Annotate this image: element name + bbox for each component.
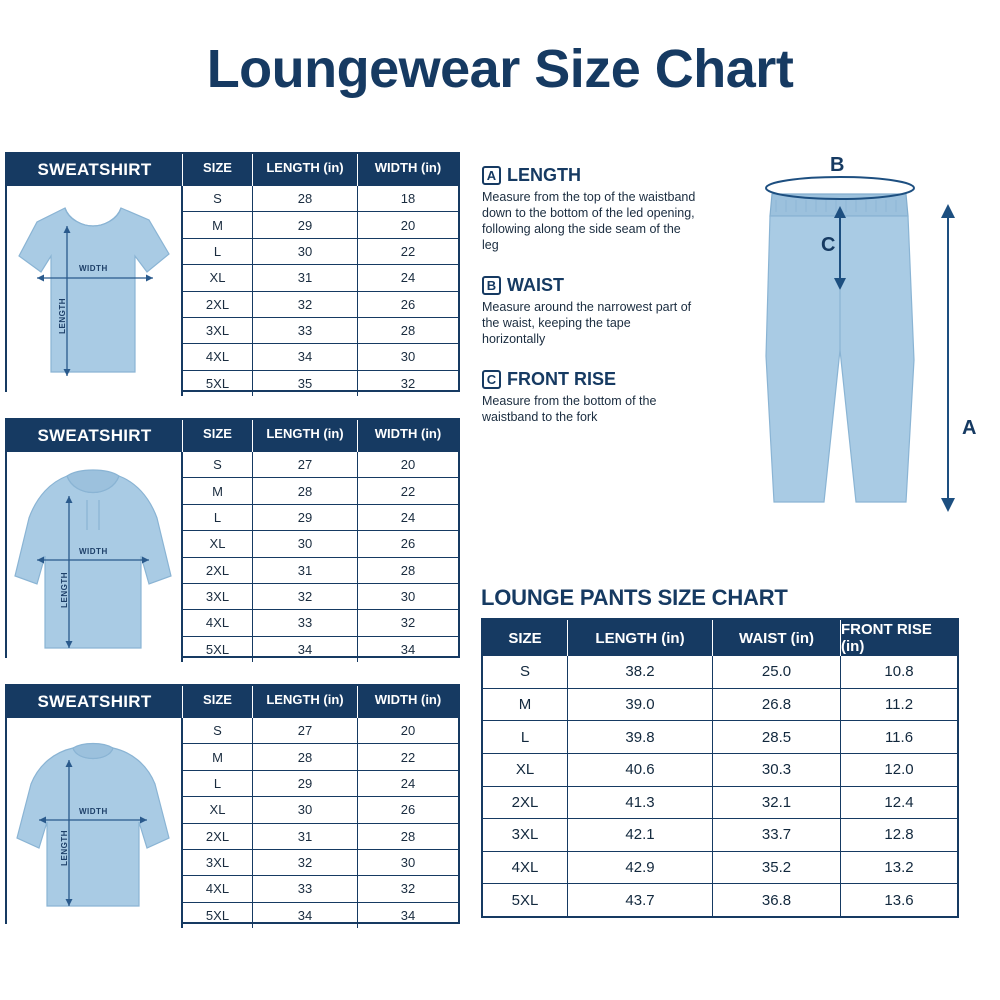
cell-width: 26 bbox=[400, 536, 416, 552]
lounge-pants-table bbox=[481, 618, 959, 918]
column-header-size: SIZE bbox=[183, 686, 253, 718]
cell-width: 22 bbox=[400, 483, 416, 499]
badge-b: B bbox=[482, 276, 501, 295]
cell-size: S bbox=[183, 718, 253, 743]
cell-size: M bbox=[483, 689, 568, 721]
cell-size: 4XL bbox=[483, 852, 568, 884]
cell-length: 31 bbox=[253, 265, 358, 290]
cell-size: L bbox=[183, 505, 253, 530]
pants-marker-c: C bbox=[821, 234, 836, 256]
table-row bbox=[183, 212, 458, 238]
table-row bbox=[183, 718, 458, 744]
cell-size: 5XL bbox=[483, 884, 568, 916]
cell-width: 28 bbox=[400, 323, 416, 339]
table-rows bbox=[183, 186, 458, 396]
sweatshirt-table-crewneck bbox=[5, 684, 460, 924]
table-row bbox=[183, 850, 458, 876]
cell-size: 2XL bbox=[483, 787, 568, 819]
table-row bbox=[183, 903, 458, 928]
tshirt-icon bbox=[7, 186, 179, 396]
instruction-body: Measure from the top of the waistband down to the bottom of the led opening, following along the side seam of the leg bbox=[482, 190, 696, 252]
cell-front-rise: 13.2 bbox=[884, 859, 914, 877]
column-header-width: WIDTH (in) bbox=[374, 692, 442, 707]
table-row bbox=[183, 797, 458, 823]
instruction-body: Measure around the narrowest part of the waist, keeping the tape horizontally bbox=[482, 300, 692, 346]
table-row bbox=[183, 478, 458, 504]
cell-width: 30 bbox=[400, 589, 416, 605]
cell-front-rise: 12.0 bbox=[884, 761, 914, 779]
cell-length: 34 bbox=[253, 637, 358, 662]
cell-size: 4XL bbox=[183, 876, 253, 901]
table-row bbox=[183, 265, 458, 291]
cell-length: 32 bbox=[253, 292, 358, 317]
cell-width: 28 bbox=[400, 562, 416, 578]
cell-width: 34 bbox=[400, 641, 416, 657]
cell-waist: 30.3 bbox=[713, 754, 841, 786]
table-row bbox=[183, 292, 458, 318]
table-row bbox=[183, 239, 458, 265]
instruction-length bbox=[482, 165, 697, 253]
cell-length: 27 bbox=[253, 452, 358, 477]
cell-width: 26 bbox=[400, 296, 416, 312]
cell-length: 42.1 bbox=[568, 819, 713, 851]
table-row bbox=[483, 787, 957, 820]
cell-size: S bbox=[183, 452, 253, 477]
cell-length: 28 bbox=[253, 186, 358, 211]
cell-length: 30 bbox=[253, 531, 358, 556]
table-row bbox=[483, 884, 957, 916]
cell-length: 32 bbox=[253, 584, 358, 609]
cell-length: 27 bbox=[253, 718, 358, 743]
table-row bbox=[183, 824, 458, 850]
cell-waist: 25.0 bbox=[713, 656, 841, 688]
cell-width: 30 bbox=[400, 855, 416, 871]
column-header-length: LENGTH (in) bbox=[253, 686, 358, 718]
cell-size: 2XL bbox=[183, 558, 253, 583]
column-header-front-rise: FRONT RISE (in) bbox=[841, 621, 932, 655]
cell-width: 22 bbox=[400, 243, 416, 259]
cell-front-rise: 10.8 bbox=[884, 663, 914, 681]
cell-waist: 35.2 bbox=[713, 852, 841, 884]
table-row bbox=[483, 656, 957, 689]
cell-size: 5XL bbox=[183, 903, 253, 928]
instruction-title: FRONT RISE bbox=[507, 369, 617, 389]
cell-waist: 28.5 bbox=[713, 721, 841, 753]
instruction-heading bbox=[482, 369, 697, 390]
badge-c: C bbox=[482, 370, 501, 389]
cell-length: 33 bbox=[253, 876, 358, 901]
cell-size: M bbox=[183, 212, 253, 237]
cell-width: 34 bbox=[400, 907, 416, 923]
table-body bbox=[483, 656, 957, 916]
cell-front-rise: 11.6 bbox=[884, 728, 914, 746]
table-row bbox=[483, 754, 957, 787]
table-row bbox=[483, 689, 957, 722]
cell-length: 42.9 bbox=[568, 852, 713, 884]
pants-marker-a: A bbox=[962, 417, 977, 439]
instruction-front-rise bbox=[482, 369, 697, 425]
cell-size: M bbox=[183, 478, 253, 503]
table-header-row bbox=[7, 420, 458, 452]
page-title: Loungewear Size Chart bbox=[206, 39, 794, 99]
cell-length: 28 bbox=[253, 744, 358, 769]
cell-size: XL bbox=[183, 531, 253, 556]
table-rows bbox=[183, 718, 458, 928]
cell-size: 2XL bbox=[183, 292, 253, 317]
cell-length: 34 bbox=[253, 344, 358, 369]
cell-size: XL bbox=[183, 265, 253, 290]
cell-length: 39.0 bbox=[568, 689, 713, 721]
cell-size: M bbox=[183, 744, 253, 769]
column-header-waist: WAIST (in) bbox=[713, 620, 841, 656]
cell-width: 20 bbox=[400, 723, 416, 739]
cell-width: 24 bbox=[400, 509, 416, 525]
column-header-width: WIDTH (in) bbox=[374, 160, 442, 175]
crewneck-illustration bbox=[7, 718, 183, 928]
cell-length: 34 bbox=[253, 903, 358, 928]
cell-width: 24 bbox=[400, 775, 416, 791]
tshirt-width-label: WIDTH bbox=[79, 264, 108, 273]
table-rows bbox=[183, 452, 458, 662]
cell-width: 32 bbox=[400, 881, 416, 897]
cell-length: 31 bbox=[253, 824, 358, 849]
cell-length: 29 bbox=[253, 505, 358, 530]
cell-size: XL bbox=[483, 754, 568, 786]
hoodie-width-label: WIDTH bbox=[79, 547, 108, 556]
table-row bbox=[183, 452, 458, 478]
table-row bbox=[183, 771, 458, 797]
cell-size: 4XL bbox=[183, 610, 253, 635]
cell-length: 30 bbox=[253, 797, 358, 822]
cell-size: 3XL bbox=[183, 318, 253, 343]
table-row bbox=[483, 819, 957, 852]
table-body bbox=[7, 452, 458, 662]
table-row bbox=[183, 584, 458, 610]
cell-length: 35 bbox=[253, 371, 358, 396]
cell-length: 40.6 bbox=[568, 754, 713, 786]
tshirt-length-label: LENGTH bbox=[58, 298, 67, 334]
cell-width: 20 bbox=[400, 217, 416, 233]
cell-size: XL bbox=[183, 797, 253, 822]
cell-size: L bbox=[183, 771, 253, 796]
lounge-pants-title: LOUNGE PANTS SIZE CHART bbox=[481, 585, 788, 610]
pants-icon bbox=[700, 150, 1000, 540]
column-header-length: LENGTH (in) bbox=[253, 420, 358, 452]
instruction-title: WAIST bbox=[507, 275, 564, 295]
cell-front-rise: 12.4 bbox=[884, 793, 914, 811]
crewneck-length-label: LENGTH bbox=[60, 830, 69, 866]
crewneck-icon bbox=[7, 718, 179, 928]
cell-size: 2XL bbox=[183, 824, 253, 849]
cell-length: 41.3 bbox=[568, 787, 713, 819]
pants-marker-b: B bbox=[830, 154, 845, 176]
cell-length: 39.8 bbox=[568, 721, 713, 753]
column-header-width: WIDTH (in) bbox=[374, 426, 442, 441]
instruction-heading bbox=[482, 275, 697, 296]
column-header-size: SIZE bbox=[483, 620, 568, 656]
cell-width: 30 bbox=[400, 349, 416, 365]
cell-width: 32 bbox=[400, 375, 416, 391]
cell-size: S bbox=[183, 186, 253, 211]
crewneck-width-label: WIDTH bbox=[79, 807, 108, 816]
cell-front-rise: 13.6 bbox=[884, 891, 914, 909]
cell-size: 3XL bbox=[183, 584, 253, 609]
table-header-row bbox=[483, 620, 957, 656]
cell-waist: 26.8 bbox=[713, 689, 841, 721]
cell-size: 5XL bbox=[183, 371, 253, 396]
column-header-size: SIZE bbox=[183, 154, 253, 186]
table-row bbox=[183, 558, 458, 584]
sweatshirt-table-tshirt bbox=[5, 152, 460, 392]
sweatshirt-table-hoodie bbox=[5, 418, 460, 658]
cell-width: 22 bbox=[400, 749, 416, 765]
hoodie-illustration bbox=[7, 452, 183, 662]
column-header-length: LENGTH (in) bbox=[568, 620, 713, 656]
column-header-length: LENGTH (in) bbox=[253, 154, 358, 186]
cell-width: 24 bbox=[400, 270, 416, 286]
cell-size: 3XL bbox=[183, 850, 253, 875]
table-row bbox=[483, 721, 957, 754]
cell-length: 29 bbox=[253, 771, 358, 796]
table-row bbox=[183, 610, 458, 636]
table-title: SWEATSHIRT bbox=[7, 154, 183, 186]
table-row bbox=[183, 371, 458, 396]
cell-width: 28 bbox=[400, 828, 416, 844]
table-row bbox=[483, 852, 957, 885]
cell-length: 31 bbox=[253, 558, 358, 583]
cell-size: 4XL bbox=[183, 344, 253, 369]
instruction-title: LENGTH bbox=[507, 165, 581, 185]
cell-waist: 36.8 bbox=[713, 884, 841, 916]
column-header-size: SIZE bbox=[183, 420, 253, 452]
table-row bbox=[183, 505, 458, 531]
cell-length: 30 bbox=[253, 239, 358, 264]
cell-width: 32 bbox=[400, 615, 416, 631]
instruction-heading bbox=[482, 165, 697, 186]
lounge-pants-illustration bbox=[700, 150, 1000, 540]
table-row bbox=[183, 186, 458, 212]
hoodie-icon bbox=[7, 452, 179, 662]
table-row bbox=[183, 344, 458, 370]
cell-length: 38.2 bbox=[568, 656, 713, 688]
table-title: SWEATSHIRT bbox=[7, 420, 183, 452]
table-body bbox=[7, 186, 458, 396]
cell-front-rise: 11.2 bbox=[884, 695, 914, 713]
cell-size: L bbox=[183, 239, 253, 264]
table-title: SWEATSHIRT bbox=[7, 686, 183, 718]
table-header-row bbox=[7, 154, 458, 186]
cell-width: 18 bbox=[400, 191, 416, 207]
cell-size: 3XL bbox=[483, 819, 568, 851]
cell-size: S bbox=[483, 656, 568, 688]
table-header-row bbox=[7, 686, 458, 718]
table-row bbox=[183, 637, 458, 662]
cell-waist: 32.1 bbox=[713, 787, 841, 819]
hoodie-length-label: LENGTH bbox=[60, 572, 69, 608]
cell-waist: 33.7 bbox=[713, 819, 841, 851]
table-row bbox=[183, 876, 458, 902]
table-body bbox=[7, 718, 458, 928]
cell-length: 29 bbox=[253, 212, 358, 237]
cell-size: L bbox=[483, 721, 568, 753]
instruction-body: Measure from the bottom of the waistband to the fork bbox=[482, 394, 657, 424]
cell-size: 5XL bbox=[183, 637, 253, 662]
cell-length: 33 bbox=[253, 610, 358, 635]
cell-length: 32 bbox=[253, 850, 358, 875]
cell-width: 20 bbox=[400, 457, 416, 473]
table-row bbox=[183, 744, 458, 770]
cell-length: 43.7 bbox=[568, 884, 713, 916]
cell-front-rise: 12.8 bbox=[884, 826, 914, 844]
cell-length: 28 bbox=[253, 478, 358, 503]
cell-length: 33 bbox=[253, 318, 358, 343]
table-row bbox=[183, 531, 458, 557]
measurement-instructions bbox=[482, 165, 697, 441]
tshirt-illustration bbox=[7, 186, 183, 396]
table-row bbox=[183, 318, 458, 344]
badge-a: A bbox=[482, 166, 501, 185]
instruction-waist bbox=[482, 275, 697, 347]
cell-width: 26 bbox=[400, 802, 416, 818]
